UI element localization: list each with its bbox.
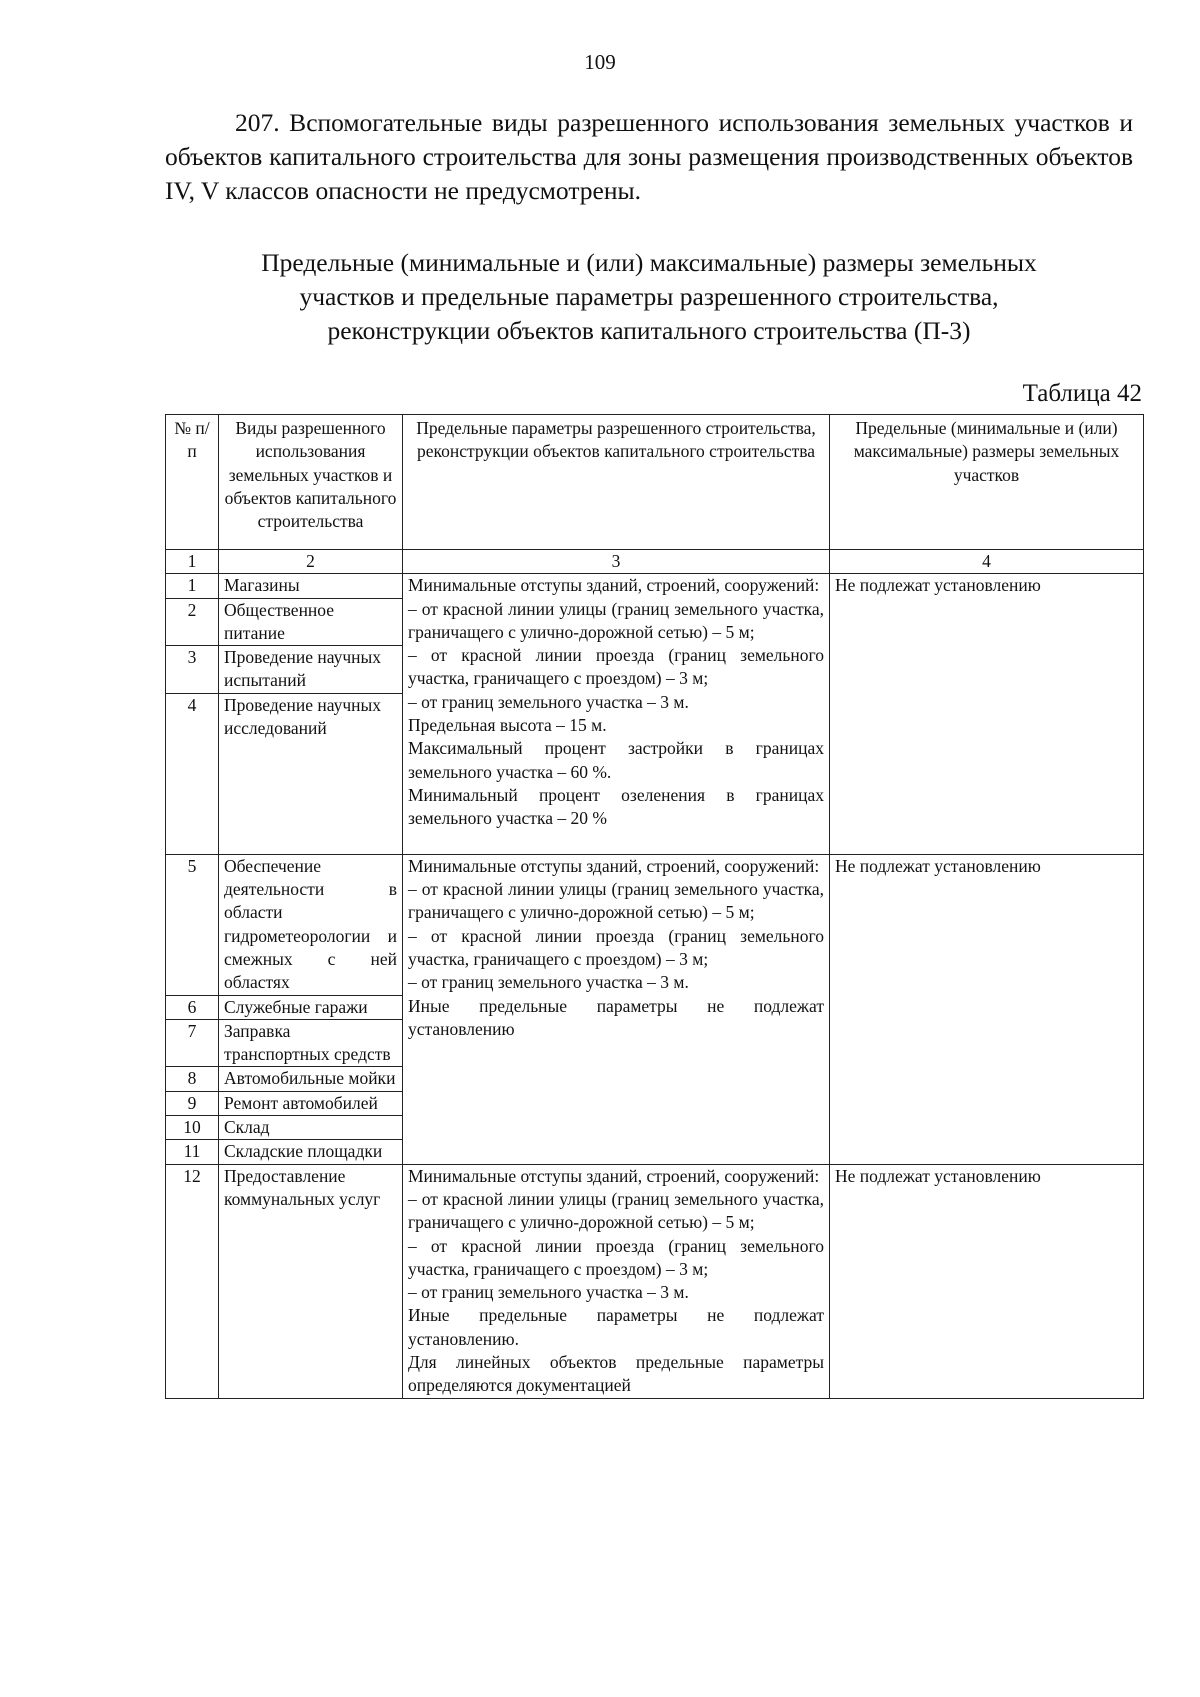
header-number: № п/п: [166, 415, 219, 550]
use-type-name: Магазины: [219, 574, 403, 598]
plot-size-limits: Не подлежат установлению: [830, 854, 1144, 1164]
header-use-type: Виды разрешенного использования земельных участков и объектов капитального строительства: [219, 415, 403, 550]
param-line: Минимальные отступы зданий, строений, сооружений:: [408, 855, 820, 876]
build-params-cell: [403, 574, 830, 854]
header-plot-sizes: Предельные (минимальные и (или) максимальные) размеры земельных участков: [830, 415, 1144, 550]
table-header-row: [166, 415, 1144, 550]
intro-paragraph: 207. Вспомогательные виды разрешенного использования земельных участков и объектов капитального строительства для зоны размещения производственных объектов IV, V классов опасности не предусмотрены.: [165, 108, 1133, 205]
table-row: [166, 1164, 1144, 1398]
param-line: – от границ земельного участка – 3 м.: [408, 972, 689, 993]
param-line: – от красной линии проезда (границ земельного участка, граничащего с проездом) – 3 м;: [408, 925, 824, 969]
param-line: Предельная высота – 15 м.: [408, 715, 607, 736]
column-index: 3: [403, 550, 830, 574]
column-index: 4: [830, 550, 1144, 574]
use-type-name: Предоставление коммунальных услуг: [219, 1164, 403, 1398]
table-heading: [165, 246, 1133, 348]
param-line: Минимальные отступы зданий, строений, сооружений:: [408, 575, 820, 596]
row-number: 7: [166, 1019, 219, 1067]
row-number: 3: [166, 646, 219, 694]
row-number: 12: [166, 1164, 219, 1398]
param-line: Минимальные отступы зданий, строений, сооружений:: [408, 1165, 820, 1186]
heading-line: реконструкции объектов капитального строительства (П-3): [327, 316, 971, 345]
row-number: 2: [166, 598, 219, 646]
use-type-name: Общественное питание: [219, 598, 403, 646]
use-type-name: Служебные гаражи: [219, 995, 403, 1019]
heading-line: Предельные (минимальные и (или) максимальные) размеры земельных: [261, 248, 1037, 277]
row-number: 6: [166, 995, 219, 1019]
row-number: 4: [166, 693, 219, 854]
column-index-row: [166, 550, 1144, 574]
table-row: [166, 574, 1144, 598]
param-line: Минимальный процент озеленения в границах земельного участка – 20 %: [408, 784, 824, 829]
column-index: 1: [166, 550, 219, 574]
param-line: – от границ земельного участка – 3 м.: [408, 1282, 689, 1303]
regulations-table: [165, 414, 1144, 1399]
param-line: Иные предельные параметры не подлежат установлению: [408, 995, 824, 1039]
row-number: 9: [166, 1091, 219, 1115]
use-type-name: Склад: [219, 1116, 403, 1140]
row-number: 11: [166, 1140, 219, 1164]
param-line: Для линейных объектов предельные параметры определяются документацией: [408, 1352, 824, 1396]
row-number: 1: [166, 574, 219, 598]
use-type-name: Автомобильные мойки: [219, 1067, 403, 1091]
param-line: Максимальный процент застройки в границах земельного участка – 60 %.: [408, 738, 824, 782]
table-row: [166, 854, 1144, 995]
use-type-name: Проведение научных испытаний: [219, 646, 403, 694]
use-type-name: Складские площадки: [219, 1140, 403, 1164]
build-params-cell: [403, 854, 830, 1164]
page-number: 109: [584, 50, 616, 74]
use-type-name: Проведение научных исследований: [219, 693, 403, 854]
use-type-name: Заправка транспортных средств: [219, 1019, 403, 1067]
use-type-name: Ремонт автомобилей: [219, 1091, 403, 1115]
build-params-cell: [403, 1164, 830, 1398]
param-line: – от красной линии улицы (границ земельного участка, граничащего с улично-дорожной сетью) – 5 м;: [408, 1188, 824, 1233]
param-line: – от красной линии проезда (границ земельного участка, граничащего с проездом) – 3 м;: [408, 1235, 824, 1279]
row-number: 10: [166, 1116, 219, 1140]
plot-size-limits: Не подлежат установлению: [830, 1164, 1144, 1398]
row-number: 8: [166, 1067, 219, 1091]
param-line: Иные предельные параметры не подлежат установлению.: [408, 1305, 824, 1349]
param-line: – от красной линии проезда (границ земельного участка, граничащего с проездом) – 3 м;: [408, 645, 824, 689]
heading-line: участков и предельные параметры разрешенного строительства,: [299, 282, 999, 311]
header-build-params: Предельные параметры разрешенного строительства, реконструкции объектов капитального строительства: [403, 415, 830, 550]
row-number: 5: [166, 854, 219, 995]
param-line: – от границ земельного участка – 3 м.: [408, 691, 689, 712]
param-line: – от красной линии улицы (границ земельного участка, граничащего с улично-дорожной сетью) – 5 м;: [408, 598, 824, 642]
table-label: Таблица 42: [1022, 380, 1142, 407]
column-index: 2: [219, 550, 403, 574]
param-line: – от красной линии улицы (границ земельного участка, граничащего с улично-дорожной сетью) – 5 м;: [408, 879, 824, 923]
plot-size-limits: Не подлежат установлению: [830, 574, 1144, 854]
use-type-name: Обеспечение деятельности в области гидрометеорологии и смежных с ней областях: [219, 854, 403, 995]
